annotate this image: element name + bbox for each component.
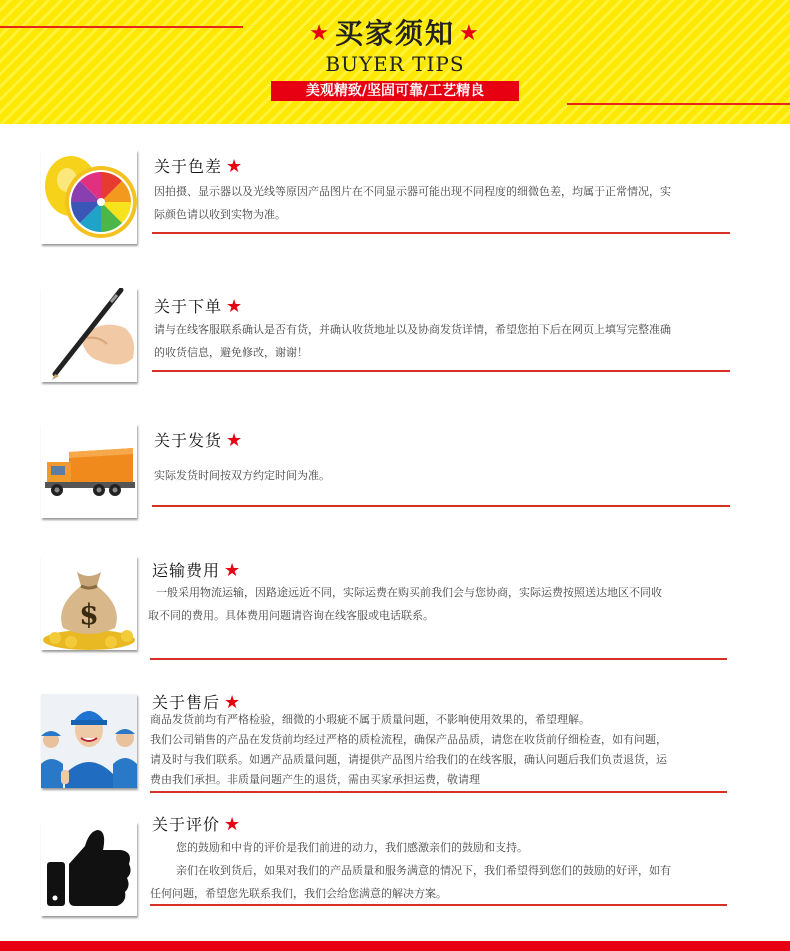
text-line: 请与在线客服联系确认是否有货，并确认收货地址以及协商发货详情，希望您拍下后在网页上填写完整准确 [154, 323, 671, 336]
text-line: 取不同的费用。具体费用问题请咨询在线客服或电话联系。 [148, 609, 434, 622]
text-line: 亲们在收到货后，如果对我们的产品质量和服务满意的情况下，我们希望得到您们的鼓励的好评，如有 [176, 864, 671, 877]
text-line: 商品发货前均有严格检验，细微的小瑕疵不属于质量问题，不影响使用效果的，希望理解。 [150, 713, 590, 726]
section-divider [150, 658, 727, 660]
truck-icon [41, 424, 137, 518]
section-divider [152, 505, 730, 507]
section-title: 关于发货 ★ [154, 430, 244, 451]
money-bag-icon [41, 556, 137, 650]
section-text [154, 318, 734, 364]
thumbs-up-icon [41, 822, 137, 916]
page-subtitle: BUYER TIPS [325, 52, 465, 76]
text-line: 际颜色请以收到实物为准。 [154, 208, 286, 221]
section-text [154, 464, 734, 487]
star-icon: ★ [226, 296, 244, 317]
section-title: 运输费用 ★ [152, 560, 242, 581]
text-line: 实际发货时间按双方约定时间为准。 [154, 469, 330, 482]
section-title: 关于下单 ★ [154, 296, 244, 317]
text-line: 请及时与我们联系。如遇产品质量问题，请提供产品图片给我们的在线客服，确认问题后我们负责退货，运 [150, 753, 667, 766]
page-title [0, 12, 790, 52]
text-line: 的收货信息，避免修改，谢谢！ [154, 346, 308, 359]
section-text [150, 710, 740, 790]
page-title-text: 买家须知 [334, 17, 455, 50]
star-icon: ★ [224, 560, 242, 581]
star-icon: ★ [459, 21, 481, 46]
header-divider-right [567, 103, 790, 105]
section-title: 关于色差 ★ [154, 156, 244, 177]
svg-text:$: $ [79, 598, 99, 631]
star-icon: ★ [224, 814, 242, 835]
section-after-sales [0, 690, 790, 795]
section-text [148, 581, 738, 627]
section-reviews [0, 812, 790, 922]
star-icon: ★ [226, 430, 244, 451]
section-divider [150, 904, 727, 906]
section-title: 关于售后 ★ [152, 692, 242, 713]
header-banner [0, 0, 790, 124]
text-line: 费由我们承担。非质量问题产生的退货，需由买家承担运费，敬请理 [150, 773, 480, 786]
section-freight [0, 556, 790, 666]
footer-bar [0, 941, 790, 951]
star-icon: ★ [224, 692, 242, 713]
section-order [0, 288, 790, 388]
lemon-color-wheel-icon [41, 150, 137, 244]
section-shipping [0, 424, 790, 524]
text-line: 您的鼓励和中肯的评价是我们前进的动力，我们感激亲们的鼓励和支持。 [176, 841, 528, 854]
text-line: 我们公司销售的产品在发货前均经过严格的质检流程，确保产品品质，请您在收货前仔细检查，如有问题， [150, 733, 667, 746]
section-divider [152, 232, 730, 234]
section-text [150, 836, 740, 905]
section-color-difference [0, 148, 790, 253]
slogan-badge: 美观精致/坚固可靠/工艺精良 [271, 81, 519, 101]
section-text [154, 180, 734, 226]
service-staff-icon [41, 694, 137, 788]
star-icon: ★ [309, 21, 331, 46]
text-line: 一般采用物流运输，因路途远近不同，实际运费在购买前我们会与您协商，实际运费按照送达地区不同收 [156, 586, 662, 599]
section-title: 关于评价 ★ [152, 814, 242, 835]
section-divider [150, 791, 727, 793]
pen-hand-icon [41, 288, 137, 382]
text-line: 任何问题，希望您先联系我们，我们会给您满意的解决方案。 [150, 887, 447, 900]
section-divider [152, 370, 730, 372]
star-icon: ★ [226, 156, 244, 177]
text-line: 因拍摄、显示器以及光线等原因产品图片在不同显示器可能出现不同程度的细微色差，均属于正常情况，实 [154, 185, 671, 198]
